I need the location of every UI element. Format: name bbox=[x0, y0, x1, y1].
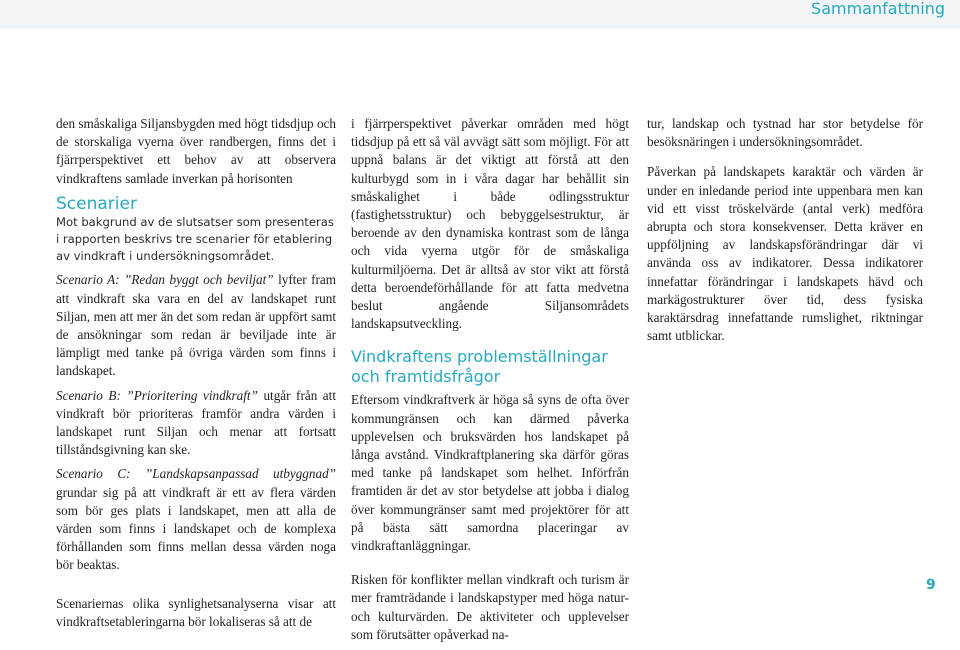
scenarier-intro: Mot bakgrund av de slutsatser som presenteras i rapporten beskrivs tre scenarier för etablering av vindkraft i undersökningsområdet. bbox=[56, 214, 334, 264]
scenario-b-paragraph bbox=[56, 387, 336, 460]
scenario-a-label: Scenario A: ”Redan byggt och beviljat” bbox=[56, 272, 274, 288]
scenario-c-text: grundar sig på att vindkraft är ett av flera värden som bör ges plats i landskapet, men att alla de värden som finns i landskapet och de komplexa förhållanden som finns mellan dessa värden noga bör beaktas. bbox=[56, 484, 336, 573]
text-column-1 bbox=[56, 115, 336, 637]
heading-line-2: och framtidsfrågor bbox=[351, 367, 501, 387]
page-number: 9 bbox=[926, 577, 936, 593]
heading-vindkraftens-problemstallningar bbox=[351, 347, 629, 387]
text-column-3 bbox=[647, 115, 923, 351]
heading-line-1: Vindkraftens problemställningar bbox=[351, 347, 608, 367]
col2-paragraph-1: i fjärrperspektivet påverkar områden med högt tidsdjup på ett så väl avvägt sätt som möjligt. För att uppnå balans är det viktigt att förstå att den kulturbygd som in i våra dagar har behållit sin småskalighet i både odlingsstruktur (fastighetsstruktur) och bebyggelsestruktur, är beroende av den dynamiska kontrast som de långa och vida vyerna utgör för de småskaliga kulturmiljöerna. Det är alltså av stor vikt att förstå detta beroendeförhållande för att fatta medvetna beslut angående Siljansområdets landskapsutveckling. bbox=[351, 116, 629, 332]
closing-paragraph: Scenariernas olika synlighetsanalyserna visar att vindkraftsetableringarna bör lokaliseras så att de bbox=[56, 595, 336, 629]
section-title: Sammanfattning bbox=[811, 0, 945, 18]
text-column-2 bbox=[351, 115, 629, 650]
col3-paragraph-1: tur, landskap och tystnad har stor betydelse för besöksnäringen i undersökningsområdet. bbox=[647, 116, 923, 150]
scenario-a-text: lyfter fram att vindkraft ska vara en del av landskapet runt Siljan, men att mer än det som redan är uppfört samt de ansökningar som redan är beviljade inte är lämpligt med tanke på övriga värden som finns i landskapet. bbox=[56, 272, 336, 379]
page-header bbox=[0, 0, 960, 29]
col2-paragraph-2: Eftersom vindkraftverk är höga så syns de ofta över kommungränsen och kan därmed påverka upplevelsen och bruksvärden hos landskapet på långa avstånd. Vindkraftplanering ska därför göras med tanke på landskapet som helhet. Införfrån framtiden är det av stor betydelse att jobba i dialog över kommungränser samt med projektörer för att på bästa sätt samordna placeringar av vindkraftanläggningar. bbox=[351, 392, 629, 554]
col3-paragraph-2: Påverkan på landskapets karaktär och värden är under en inledande period inte uppenbara men kan vid ett visst tröskelvärde (antal verk) medföra abrupta och stora konsekvenser. Detta kräver en uppföljning av landskapsförändringar där vi använda oss av indikatorer. Dessa indikatorer innefattar förändringar i landskapets hävd och markägostrukturer över tid, dess fysiska karaktärsdrag innefattande rumslighet, riktningar samt utblickar. bbox=[647, 164, 923, 344]
col2-paragraph-3: Risken för konflikter mellan vindkraft och turism är mer framträdande i landskapstyper med höga natur- och kulturvärden. De aktiviteter och upplevelser som förutsätter opåverkad na- bbox=[351, 572, 629, 642]
scenario-c-paragraph bbox=[56, 465, 336, 574]
intro-paragraph: den småskaliga Siljansbygden med högt tidsdjup och de storskaliga vyerna över randbergen, finns det i fjärrperspektivet ett behov av att observera vindkraftens samlade inverkan på horisonten bbox=[56, 116, 336, 186]
scenario-c-label: Scenario C: ”Landskapsanpassad utbyggnad” bbox=[56, 466, 336, 482]
scenario-a-paragraph bbox=[56, 271, 336, 380]
scenario-b-label: Scenario B: ”Prioritering vindkraft” bbox=[56, 387, 258, 403]
heading-scenarier: Scenarier bbox=[56, 193, 137, 214]
scenario-b-text: utgår från att vindkraft bör prioriteras framför andra värden i landskapet runt Siljan och menar att fortsatt tillståndsgivning kan ske. bbox=[56, 387, 336, 458]
